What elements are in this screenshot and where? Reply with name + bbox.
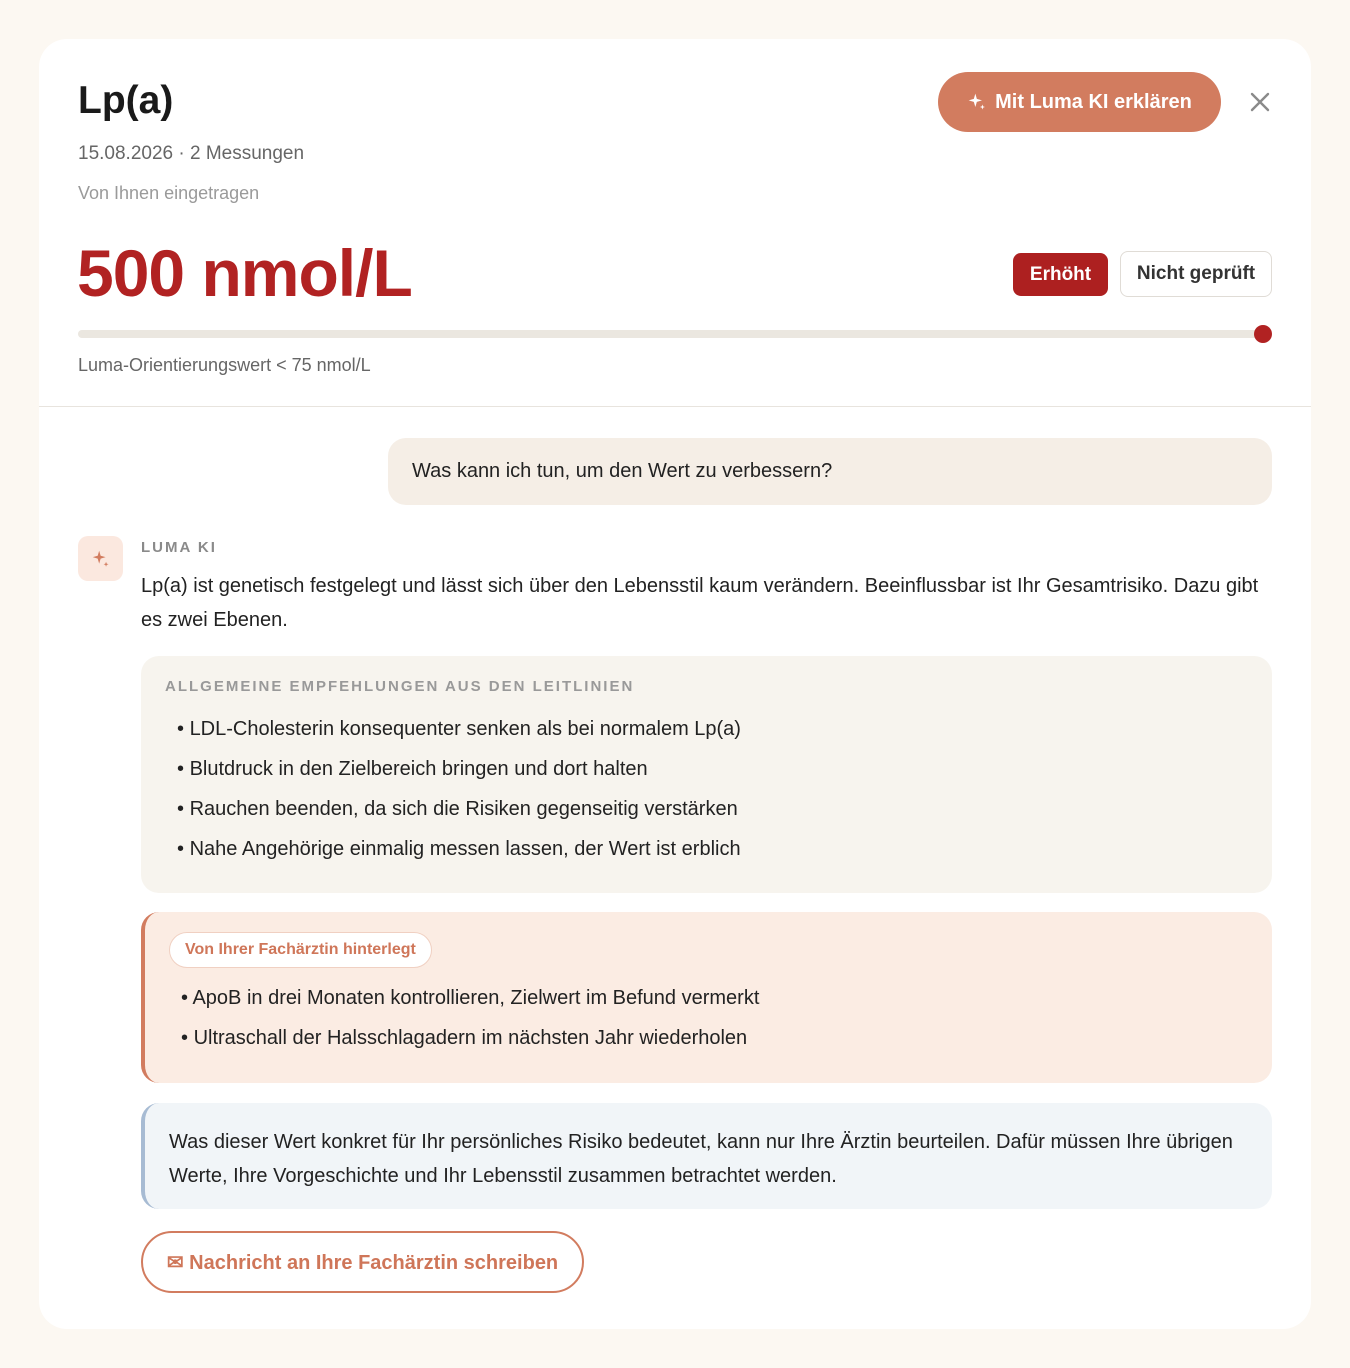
sparkle-icon <box>90 548 112 570</box>
range-marker <box>1254 325 1272 343</box>
doctor-recommendations-list <box>169 978 1248 1058</box>
list-item: • Nahe Angehörige einmalig messen lassen, der Wert ist erblich <box>177 829 1248 869</box>
general-recommendations-heading: ALLGEMEINE EMPFEHLUNGEN AUS DEN LEITLINIEN <box>165 678 635 695</box>
general-recommendations-box <box>141 656 1272 893</box>
close-button[interactable] <box>1246 88 1274 116</box>
reference-value: Luma-Orientierungswert < 75 nmol/L <box>78 355 371 375</box>
list-item: • Blutdruck in den Zielbereich bringen und dort halten <box>177 749 1248 789</box>
message-doctor-label: ✉ Nachricht an Ihre Fachärztin schreiben <box>166 1251 559 1274</box>
page-title: Lp(a) <box>78 79 174 122</box>
entry-source: Von Ihnen eingetragen <box>78 183 260 203</box>
user-message-bubble <box>388 438 1272 505</box>
doctor-source-pill: Von Ihrer Fachärztin hinterlegt <box>169 932 432 968</box>
doctor-recommendations-box <box>141 912 1272 1083</box>
disclaimer-note: Was dieser Wert konkret für Ihr persönliches Risiko bedeutet, kann nur Ihre Ärztin beurteilen. Dafür müssen Ihre übrigen Werte, Ihre Vorgeschichte und Ihr Lebensstil zusammen betrachtet werden. <box>141 1103 1272 1209</box>
lab-value-card <box>39 39 1311 1329</box>
ai-intro-text: Lp(a) ist genetisch festgelegt und lässt sich über den Lebensstil kaum verändern. Beeinflussbar ist Ihr Gesamtrisiko. Dazu gibt es zwei Ebenen. <box>141 575 1259 631</box>
list-item: • Ultraschall der Halsschlagadern im nächsten Jahr wiederholen <box>181 1018 1248 1058</box>
list-item: • ApoB in drei Monaten kontrollieren, Zielwert im Befund vermerkt <box>181 978 1248 1018</box>
close-icon <box>1249 91 1271 113</box>
list-item: • LDL-Cholesterin konsequenter senken als bei normalem Lp(a) <box>177 709 1248 749</box>
explain-with-ai-button[interactable] <box>938 72 1221 132</box>
sparkle-icon <box>967 92 987 112</box>
message-doctor-button[interactable] <box>141 1231 584 1293</box>
general-recommendations-list <box>165 709 1248 869</box>
ai-sender-name: LUMA KI <box>141 539 217 556</box>
measurement-meta: 15.08.2026 · 2 Messungen <box>78 143 305 164</box>
range-bar <box>78 330 1263 338</box>
status-badge: Erhöht <box>1013 253 1108 296</box>
review-status-badge: Nicht geprüft <box>1120 251 1272 297</box>
user-message-text: Was kann ich tun, um den Wert zu verbessern? <box>412 460 833 482</box>
divider <box>39 406 1311 407</box>
list-item: • Rauchen beenden, da sich die Risiken gegenseitig verstärken <box>177 789 1248 829</box>
ai-avatar <box>78 536 123 581</box>
explain-button-label: Mit Luma KI erklären <box>995 90 1192 113</box>
measurement-value: 500 nmol/L <box>77 236 412 310</box>
